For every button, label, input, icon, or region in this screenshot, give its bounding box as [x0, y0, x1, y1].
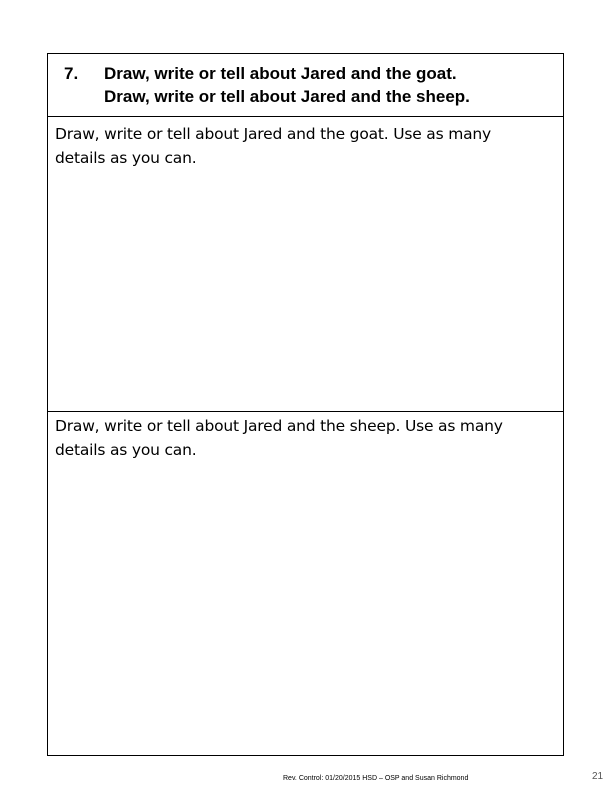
sheep-prompt: Draw, write or tell about Jared and the sheep. Use as many details as you can.	[55, 417, 503, 459]
question-header	[48, 54, 563, 117]
sheep-response-box	[48, 412, 563, 755]
question-line-sheep: Draw, write or tell about Jared and the sheep.	[104, 87, 470, 106]
goat-response-box	[48, 117, 563, 412]
question-line-goat: Draw, write or tell about Jared and the goat.	[104, 64, 457, 83]
question-number: 7.	[64, 64, 79, 83]
sheep-drawing-area[interactable]	[52, 468, 559, 751]
rev-control-footer: Rev. Control: 01/20/2015 HSD – OSP and Susan Richmond	[283, 775, 469, 782]
goat-drawing-area[interactable]	[52, 175, 559, 407]
page-number: 21	[592, 771, 604, 782]
goat-prompt: Draw, write or tell about Jared and the goat. Use as many details as you can.	[55, 125, 492, 167]
worksheet-table	[47, 53, 564, 756]
